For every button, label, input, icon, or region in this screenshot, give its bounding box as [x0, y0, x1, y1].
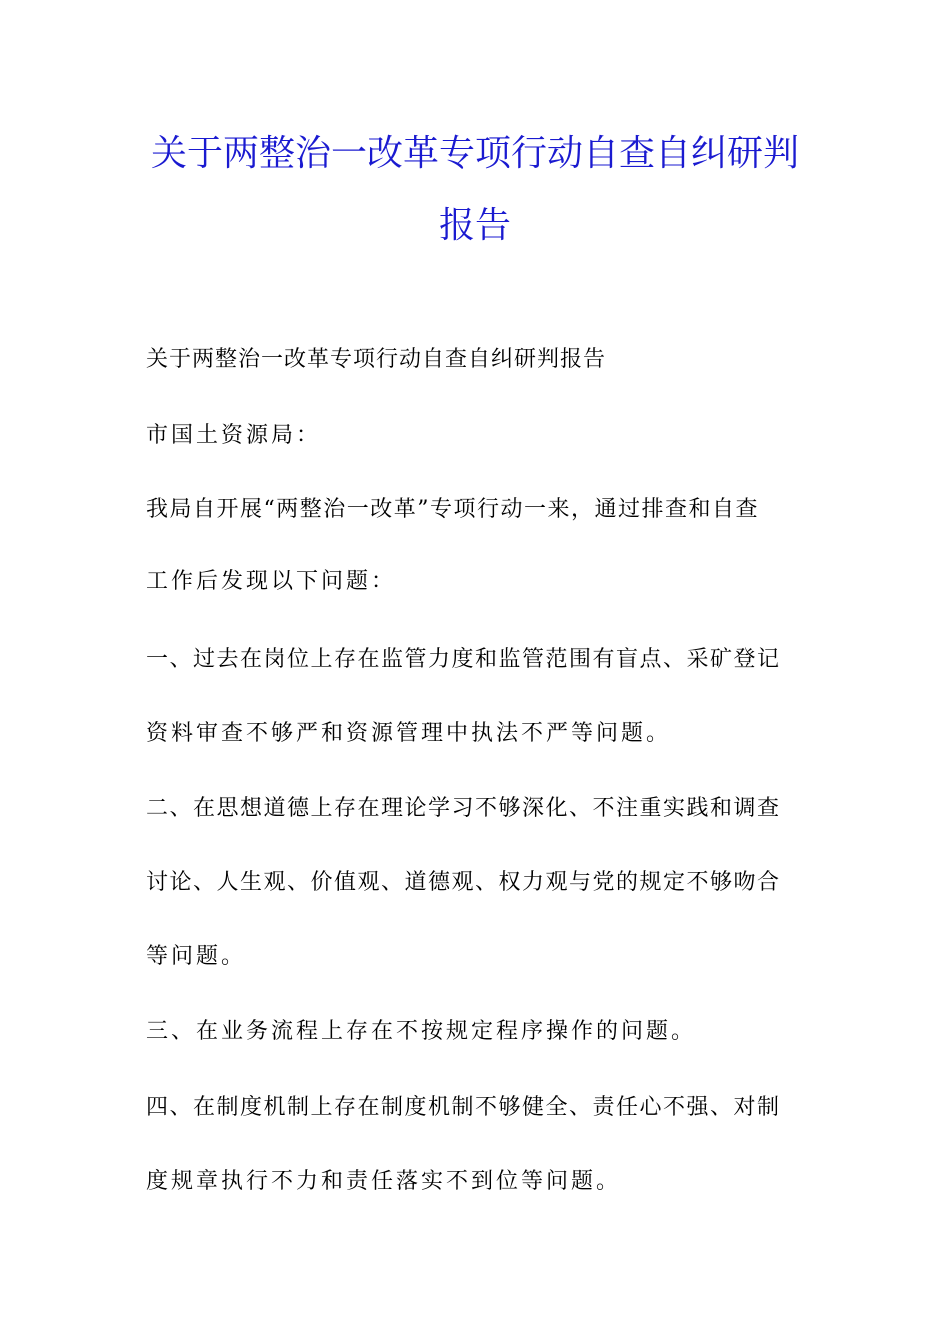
body-line-item2-3: 等问题。 [146, 944, 247, 969]
body-line-recipient: 市国土资源局： [146, 423, 322, 448]
body-line-item4-2: 度规章执行不力和责任落实不到位等问题。 [146, 1169, 622, 1194]
document-title-line-2: 报告 [438, 205, 511, 246]
body-line-item2-2: 讨论、人生观、价值观、道德观、权力观与党的规定不够吻合 [146, 870, 781, 895]
body-line-item3: 三、在业务流程上存在不按规定程序操作的问题。 [146, 1019, 697, 1044]
body-line-subtitle: 关于两整治一改革专项行动自查自纠研判报告 [146, 347, 607, 372]
body-line-item1-2: 资料审查不够严和资源管理中执法不严等问题。 [146, 721, 672, 746]
body-line-intro-1: 我局自开展“两整治一改革”专项行动一来，通过排查和自查 [146, 497, 759, 522]
body-line-intro-2: 工作后发现以下问题： [146, 569, 397, 594]
body-line-item1-1: 一、过去在岗位上存在监管力度和监管范围有盲点、采矿登记 [146, 647, 781, 672]
body-line-item2-1: 二、在思想道德上存在理论学习不够深化、不注重实践和调查 [146, 796, 781, 821]
body-line-item4-1: 四、在制度机制上存在制度机制不够健全、责任心不强、对制 [146, 1095, 781, 1120]
document-title-line-1: 关于两整治一改革专项行动自查自纠研判 [150, 133, 799, 174]
